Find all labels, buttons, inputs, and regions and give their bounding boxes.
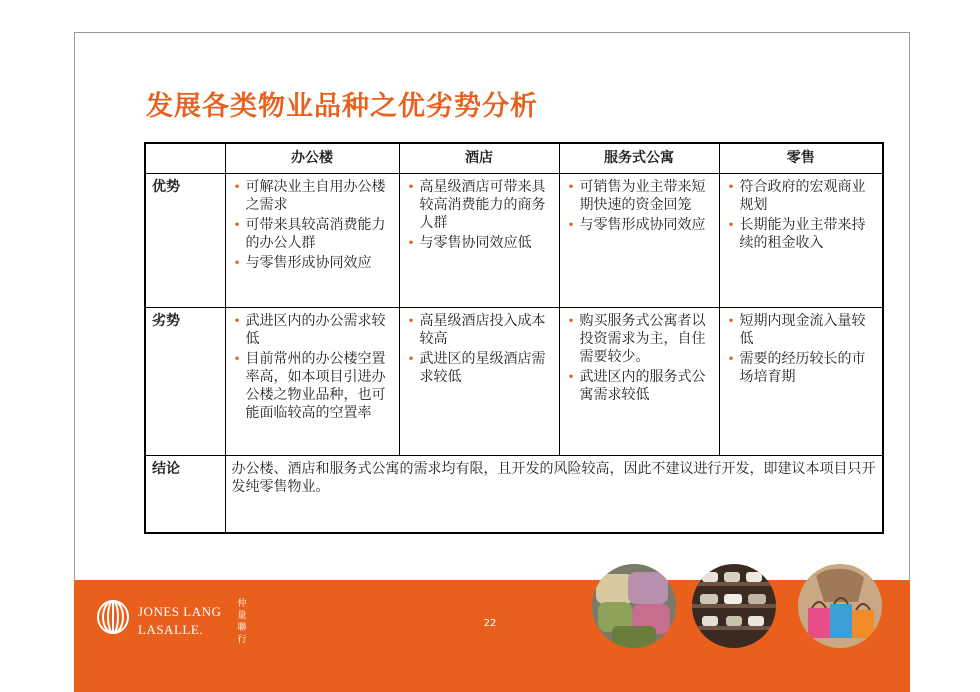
list-item: • 高星级酒店投入成本较高 bbox=[407, 312, 546, 347]
bullet-icon: • bbox=[233, 255, 241, 270]
page-title: 发展各类物业品种之优劣势分析 bbox=[146, 91, 538, 122]
logo-text-line2: LASALLE. bbox=[138, 622, 204, 637]
bullet-icon: • bbox=[407, 313, 415, 328]
list-item: • 可解决业主自用办公楼之需求 bbox=[233, 178, 386, 213]
list-item: • 武进区内的办公需求较低 bbox=[233, 312, 386, 347]
logo-text-line1: JONES LANG bbox=[138, 604, 222, 619]
cell-disadvantages-retail bbox=[719, 307, 883, 455]
analysis-table bbox=[144, 142, 884, 534]
bullet-icon: • bbox=[567, 369, 575, 384]
table-header-row bbox=[145, 143, 883, 173]
table-row-advantages bbox=[145, 173, 883, 307]
logo-chinese-name: 仲 量 聯 行 bbox=[237, 599, 247, 645]
list-item: • 需要的经历较长的市场培育期 bbox=[727, 350, 866, 385]
bullet-icon: • bbox=[233, 313, 241, 328]
header-cell-hotel: 酒店 bbox=[399, 143, 559, 173]
list-item: • 与零售协同效应低 bbox=[407, 234, 532, 251]
row-label-conclusion: 结论 bbox=[145, 455, 225, 533]
conclusion-text: 办公楼、酒店和服务式公寓的需求均有限，且开发的风险较高，因此不建议进行开发，即建议本项目只开发纯零售物业。 bbox=[225, 455, 883, 533]
bullet-icon: • bbox=[233, 179, 241, 194]
bullet-icon: • bbox=[407, 351, 415, 366]
table-row-conclusion bbox=[145, 455, 883, 533]
cell-advantages-retail bbox=[719, 173, 883, 307]
cell-advantages-serviced-apartment bbox=[559, 173, 719, 307]
bullet-icon: • bbox=[727, 217, 735, 232]
jll-logo-icon bbox=[96, 600, 130, 634]
list-item: • 武进区的星级酒店需求较低 bbox=[407, 350, 546, 385]
bullet-icon: • bbox=[407, 179, 415, 194]
list-item: • 与零售形成协同效应 bbox=[233, 254, 372, 271]
list-item: • 可销售为业主带来短期快速的资金回笼 bbox=[567, 178, 706, 213]
shoe-shelf-photo bbox=[692, 564, 776, 648]
header-cell-blank bbox=[145, 143, 225, 173]
bullet-icon: • bbox=[567, 313, 575, 328]
bullet-icon: • bbox=[727, 351, 735, 366]
row-label-disadvantages: 劣势 bbox=[145, 307, 225, 455]
page-number: 22 bbox=[483, 618, 497, 629]
list-item: • 短期内现金流入量较低 bbox=[727, 312, 866, 347]
bullet-icon: • bbox=[233, 351, 241, 366]
bullet-icon: • bbox=[567, 179, 575, 194]
list-item: • 符合政府的宏观商业规划 bbox=[727, 178, 866, 213]
table-row-disadvantages bbox=[145, 307, 883, 455]
cushions-photo bbox=[592, 564, 676, 648]
row-label-advantages: 优势 bbox=[145, 173, 225, 307]
header-cell-serviced-apartment: 服务式公寓 bbox=[559, 143, 719, 173]
header-cell-office: 办公楼 bbox=[225, 143, 399, 173]
cell-disadvantages-office bbox=[225, 307, 399, 455]
list-item: • 可带来具较高消费能力的办公人群 bbox=[233, 216, 386, 251]
list-item: • 长期能为业主带来持续的租金收入 bbox=[727, 216, 866, 251]
bullet-icon: • bbox=[407, 235, 415, 250]
bullet-icon: • bbox=[727, 179, 735, 194]
list-item: • 高星级酒店可带来具较高消费能力的商务人群 bbox=[407, 178, 546, 231]
cell-disadvantages-hotel bbox=[399, 307, 559, 455]
company-logo bbox=[96, 596, 276, 652]
list-item: • 目前常州的办公楼空置率高，如本项目引进办公楼之物业品种，也可能面临较高的空置率 bbox=[233, 350, 386, 421]
bullet-icon: • bbox=[727, 313, 735, 328]
bullet-icon: • bbox=[233, 217, 241, 232]
list-item: • 武进区内的服务式公寓需求较低 bbox=[567, 368, 706, 403]
bullet-icon: • bbox=[567, 217, 575, 232]
cell-disadvantages-serviced-apartment bbox=[559, 307, 719, 455]
list-item: • 购买服务式公寓者以投资需求为主，自住需要较少。 bbox=[567, 312, 706, 365]
list-item: • 与零售形成协同效应 bbox=[567, 216, 706, 233]
shopping-bags-photo bbox=[798, 564, 882, 648]
cell-advantages-hotel bbox=[399, 173, 559, 307]
header-cell-retail: 零售 bbox=[719, 143, 883, 173]
cell-advantages-office bbox=[225, 173, 399, 307]
